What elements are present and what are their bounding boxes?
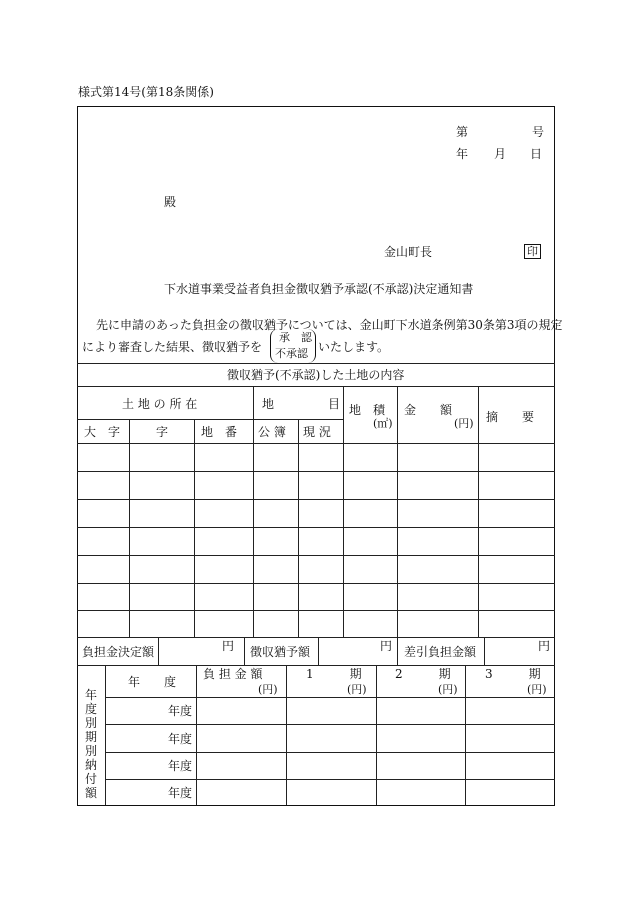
payment-header-period-3-unit: (円): [527, 683, 547, 696]
form-number-label: 様式第14号(第18条関係): [78, 85, 214, 99]
payment-header-amount-unit: (円): [258, 683, 278, 696]
payment-header-year: 年 度: [128, 675, 177, 689]
date-day: 日: [530, 147, 543, 161]
header-chiban: 地 番: [201, 425, 238, 439]
notice-form-frame: [77, 106, 555, 806]
body-line-2-post: いたします。: [318, 340, 390, 354]
payment-row-3-year: 年度: [168, 759, 193, 773]
payment-header-period-2-unit: (円): [438, 683, 458, 696]
header-amount: 金 額: [404, 403, 453, 417]
document-title: 下水道事業受益者負担金徴収猶予承認(不承認)決定通知書: [164, 282, 474, 296]
choice-reject: 不承認: [275, 347, 308, 360]
header-area: 地 積: [349, 403, 386, 417]
number-suffix: 号: [532, 125, 545, 139]
payment-header-period-2: 2 期: [395, 667, 451, 681]
balance-amount-unit: 円: [538, 639, 551, 653]
deferred-amount-unit: 円: [380, 639, 393, 653]
header-remarks: 摘 要: [486, 410, 535, 424]
date-year: 年: [456, 147, 469, 161]
date-month: 月: [494, 147, 507, 161]
header-area-unit: (㎡): [373, 417, 393, 430]
payment-row-4-year: 年度: [168, 786, 193, 800]
header-amount-unit: (円): [454, 417, 474, 430]
payment-row-2-year: 年度: [168, 732, 193, 746]
payment-header-period-1-unit: (円): [347, 683, 367, 696]
deferred-amount-label: 徴収猶予額: [250, 645, 311, 659]
section-title: 徴収猶予(不承認)した土地の内容: [227, 368, 405, 382]
body-line-2-pre: により審査した結果、徴収猶予を: [82, 340, 263, 354]
header-aza: 字: [156, 425, 169, 439]
choice-approve: 承 認: [279, 331, 312, 344]
header-kobo: 公 簿: [258, 425, 286, 439]
decided-amount-label: 負担金決定額: [82, 645, 155, 659]
seal-mark: 印: [524, 244, 541, 259]
issuer-name: 金山町長: [384, 245, 433, 259]
header-location: 土 地 の 所 在: [122, 397, 198, 411]
addressee-honorific: 殿: [164, 195, 177, 209]
decided-amount-unit: 円: [222, 639, 235, 653]
header-category-left: 地: [262, 397, 275, 411]
number-prefix: 第: [456, 125, 469, 139]
header-oaza: 大 字: [84, 425, 121, 439]
payment-header-amount: 負 担 金 額: [203, 667, 263, 681]
header-genkyo: 現 況: [303, 425, 331, 439]
payment-side-label: 年 度 別 期 別 納 付 額: [84, 688, 97, 800]
payment-header-period-1: 1 期: [306, 667, 362, 681]
payment-header-period-3: 3 期: [485, 667, 541, 681]
body-line-1: 先に申請のあった負担金の徴収猶予については、金山町下水道条例第30条第3項の規定: [96, 318, 563, 332]
balance-amount-label: 差引負担金額: [404, 645, 477, 659]
header-category-right: 目: [328, 397, 341, 411]
payment-row-1-year: 年度: [168, 704, 193, 718]
